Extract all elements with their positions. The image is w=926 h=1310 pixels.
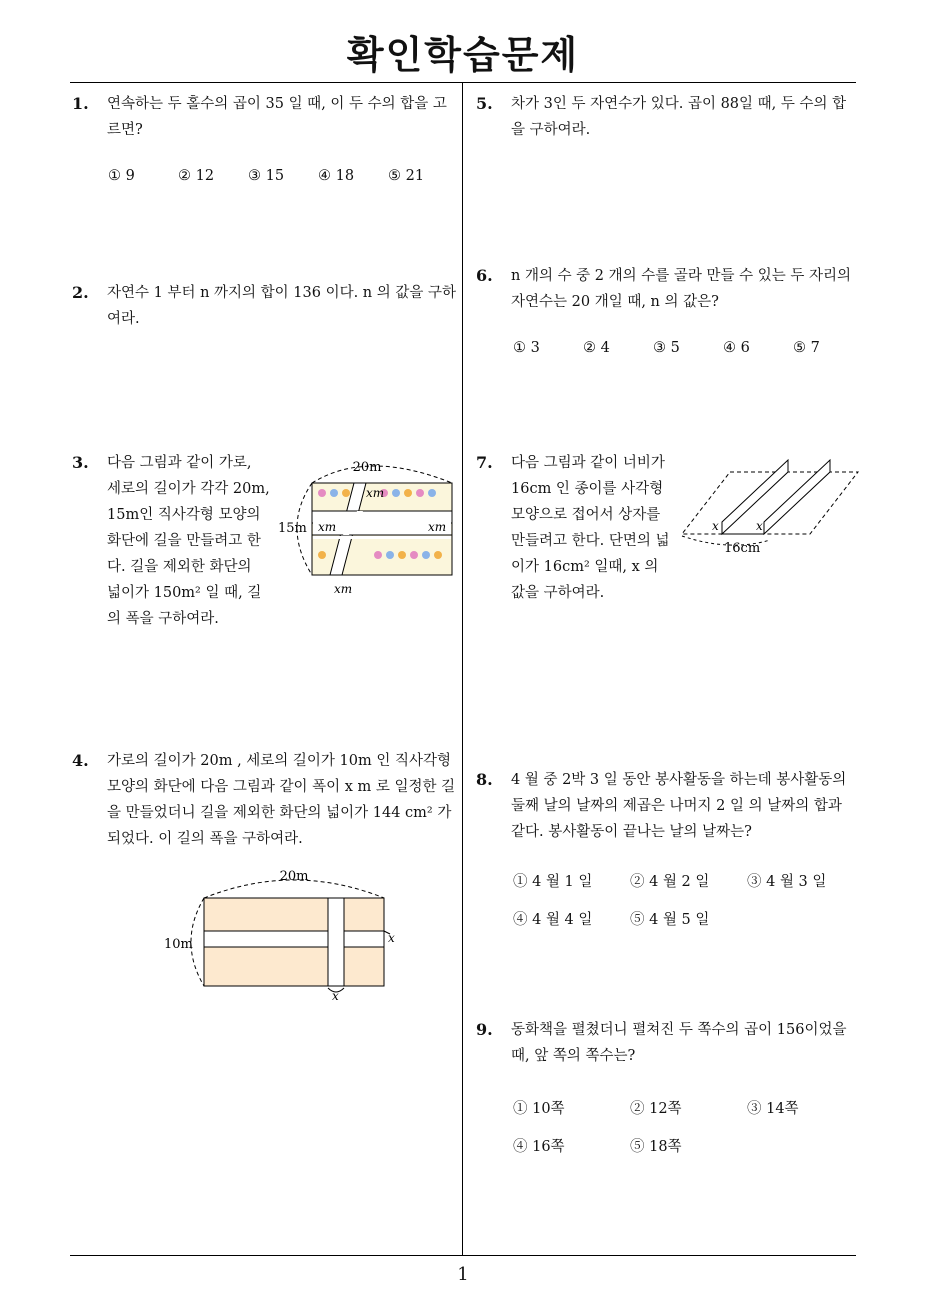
- road-label: xm: [318, 520, 337, 534]
- choice[interactable]: ⑤ 4 월 5 일: [630, 912, 710, 928]
- problem-text: 다음 그림과 같이 가로, 세로의 길이가 각각 20m, 15m인 직사각형 모양의 화단에 길을 만들려고 한다. 길을 제외한 화단의 넓이가 150m² 일 때, 길의 폭을 구하여라.: [107, 455, 270, 627]
- road-label: x: [388, 931, 395, 945]
- choice[interactable]: ④ 4 월 4 일: [513, 912, 593, 928]
- problem-3: [72, 450, 270, 632]
- problem-1: [72, 91, 460, 143]
- choice[interactable]: ③ 5: [653, 340, 680, 356]
- problem-number: 4.: [72, 751, 89, 770]
- width-label: 16cm: [724, 541, 761, 556]
- choice[interactable]: ② 4: [583, 340, 610, 356]
- problem-text: 다음 그림과 같이 너비가 16cm 인 종이를 사각형 모양으로 접어서 상자를 만들려고 한다. 단면의 넓이가 16cm² 일때, x 의 값을 구하여라.: [511, 455, 670, 601]
- problem-text: 동화책을 펼쳤더니 펼쳐진 두 쪽수의 곱이 156이었을 때, 앞 쪽의 쪽수는?: [511, 1022, 847, 1064]
- height-label: 10m: [164, 937, 193, 952]
- problem-number: 5.: [476, 94, 493, 113]
- road-label: xm: [428, 520, 447, 534]
- choice[interactable]: ② 12쪽: [630, 1101, 682, 1117]
- problem-9: [476, 1017, 860, 1069]
- problem-number: 9.: [476, 1020, 493, 1039]
- problem-number: 7.: [476, 453, 493, 472]
- problem-text: 자연수 1 부터 n 까지의 합이 136 이다. n 의 값을 구하여라.: [107, 285, 457, 327]
- problem-text: 차가 3인 두 자연수가 있다. 곱이 88일 때, 두 수의 합을 구하여라.: [511, 96, 847, 138]
- width-label: 20m: [352, 460, 382, 475]
- fold-label: x: [712, 519, 719, 533]
- problem-5: [476, 91, 860, 143]
- problem-4: [72, 748, 460, 852]
- choice[interactable]: ④ 6: [723, 340, 750, 356]
- page-title: 확인학습문제: [346, 33, 580, 77]
- width-label: 20m: [279, 869, 309, 884]
- box-fold-figure: [680, 452, 860, 557]
- problem-2: [72, 280, 460, 332]
- garden-figure: [160, 864, 410, 1006]
- choice[interactable]: ① 4 월 1 일: [513, 874, 593, 890]
- choice[interactable]: ② 12: [178, 168, 215, 184]
- top-divider: [70, 82, 856, 83]
- problem-number: 3.: [72, 453, 89, 472]
- problem-8: [476, 767, 860, 845]
- choice[interactable]: ③ 15: [248, 168, 285, 184]
- choice[interactable]: ③ 14쪽: [747, 1101, 799, 1117]
- choice[interactable]: ④ 16쪽: [513, 1139, 565, 1155]
- choice[interactable]: ① 3: [513, 340, 540, 356]
- fold-label: x: [756, 519, 763, 533]
- problem-text: 가로의 길이가 20m , 세로의 길이가 10m 인 직사각형 모양의 화단에 다음 그림과 같이 폭이 x m 로 일정한 길을 만들었더니 길을 제외한 화단의 넓이가 144 cm² 가 되었다. 이 길의 폭을 구하여라.: [107, 753, 456, 847]
- choice[interactable]: ③ 4 월 3 일: [747, 874, 827, 890]
- problem-6: [476, 263, 860, 315]
- problem-number: 8.: [476, 770, 493, 789]
- choice[interactable]: ⑤ 21: [388, 168, 425, 184]
- choice[interactable]: ① 10쪽: [513, 1101, 565, 1117]
- choice[interactable]: ⑤ 7: [793, 340, 820, 356]
- height-label: 15m: [278, 521, 307, 536]
- choice[interactable]: ① 9: [108, 168, 135, 184]
- problem-number: 6.: [476, 266, 493, 285]
- problem-text: 4 월 중 2박 3 일 동안 봉사활동을 하는데 봉사활동의 둘째 날의 날짜의 제곱은 나머지 2 일 의 날짜의 합과 같다. 봉사활동이 끝나는 날의 날짜는?: [511, 772, 847, 840]
- choice[interactable]: ④ 18: [318, 168, 355, 184]
- column-divider: [462, 82, 463, 1255]
- road-label: xm: [334, 582, 353, 596]
- choice[interactable]: ② 4 월 2 일: [630, 874, 710, 890]
- bottom-divider: [70, 1255, 856, 1256]
- problem-text: 연속하는 두 홀수의 곱이 35 일 때, 이 두 수의 합을 고르면?: [107, 96, 447, 138]
- flowerbed-figure: [272, 455, 458, 600]
- choice[interactable]: ⑤ 18쪽: [630, 1139, 682, 1155]
- road-label: xm: [366, 486, 385, 500]
- problem-7: [476, 450, 676, 606]
- problem-number: 1.: [72, 94, 89, 113]
- page-number: 1: [457, 1264, 469, 1285]
- problem-text: n 개의 수 중 2 개의 수를 골라 만들 수 있는 두 자리의 자연수는 20 개일 때, n 의 값은?: [511, 268, 852, 310]
- problem-number: 2.: [72, 283, 89, 302]
- road-label: x: [332, 989, 339, 1003]
